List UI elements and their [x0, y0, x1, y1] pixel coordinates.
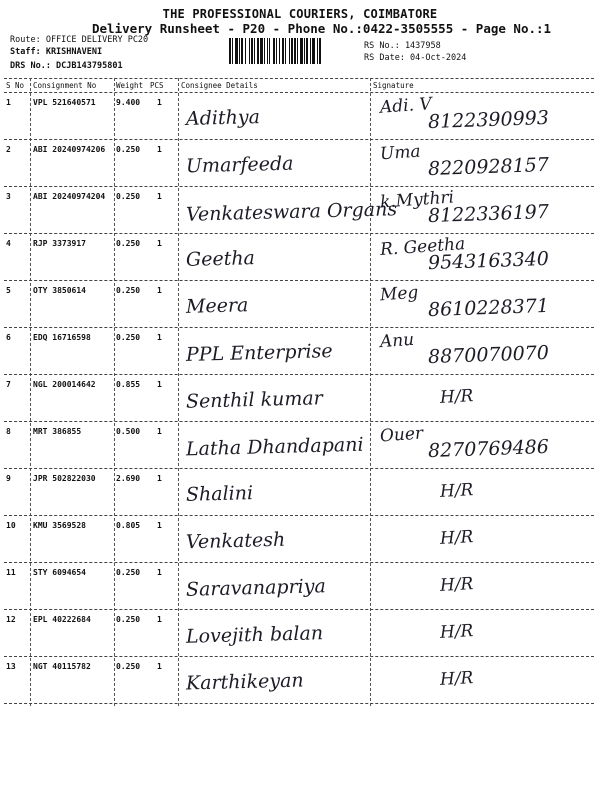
- col-header-signature: Signature: [373, 81, 414, 90]
- rs-date: RS Date: 04-Oct-2024: [364, 53, 467, 63]
- barcode-bar: [291, 38, 293, 64]
- consignment-number: MRT 386855: [33, 427, 82, 436]
- barcode-bar: [251, 38, 253, 64]
- row-divider: [4, 703, 594, 704]
- serial-number: 12: [6, 615, 16, 624]
- table-row: [0, 516, 600, 563]
- barcode-bar: [273, 38, 275, 64]
- consignee-handwriting: Latha Dhandapani: [185, 433, 364, 461]
- pieces-count: 1: [157, 474, 162, 483]
- consignment-number: RJP 3373917: [33, 239, 86, 248]
- consignment-number: ABI 20240974204: [33, 192, 106, 201]
- route-label: Route: OFFICE DELIVERY PC20: [10, 35, 149, 45]
- barcode-bar: [289, 38, 290, 64]
- consignment-number: EPL 40222684: [33, 615, 91, 624]
- consignee-handwriting: Umarfeeda: [185, 152, 294, 178]
- signature-handwriting: H/R: [439, 668, 474, 690]
- weight-value: 2.690: [116, 474, 141, 483]
- consignee-handwriting: Venkatesh: [185, 528, 286, 554]
- consignment-number: ABI 20240974206: [33, 145, 106, 154]
- pieces-count: 1: [157, 98, 162, 107]
- consignment-number: JPR 502822030: [33, 474, 96, 483]
- weight-value: 0.855: [116, 380, 141, 389]
- signature-handwriting: Adi. V: [379, 94, 433, 118]
- barcode-bar: [297, 38, 298, 64]
- signature-handwriting: H/R: [439, 480, 474, 502]
- signature-handwriting: H/R: [439, 386, 474, 408]
- serial-number: 7: [6, 380, 11, 389]
- weight-value: 0.250: [116, 662, 141, 671]
- consignee-handwriting: Saravanapriya: [185, 575, 327, 601]
- consignee-handwriting: Meera: [185, 294, 249, 318]
- barcode-bar: [264, 38, 265, 64]
- pieces-count: 1: [157, 662, 162, 671]
- barcode-bar: [260, 38, 263, 64]
- barcode-bar: [294, 38, 296, 64]
- serial-number: 2: [6, 145, 11, 154]
- consignment-number: VPL 521640571: [33, 98, 96, 107]
- signature-handwriting: H/R: [439, 621, 474, 643]
- consignment-number: STY 6094654: [33, 568, 86, 577]
- signature-handwriting: Meg: [379, 282, 420, 306]
- col-header-pcs: PCS: [150, 81, 164, 90]
- pieces-count: 1: [157, 521, 162, 530]
- signature-handwriting: R. Geetha: [379, 234, 466, 260]
- pieces-count: 1: [157, 286, 162, 295]
- serial-number: 5: [6, 286, 11, 295]
- col-header-sno: S No: [6, 81, 25, 90]
- rs-number: RS No.: 1437958: [364, 41, 441, 51]
- barcode-bar: [312, 38, 315, 64]
- barcode-bar: [254, 38, 255, 64]
- pieces-count: 1: [157, 380, 162, 389]
- serial-number: 1: [6, 98, 11, 107]
- serial-number: 6: [6, 333, 11, 342]
- consignee-handwriting: PPL Enterprise: [185, 340, 333, 366]
- consignment-number: KMU 3569528: [33, 521, 86, 530]
- phone-handwriting: 8122336197: [427, 200, 550, 228]
- serial-number: 3: [6, 192, 11, 201]
- signature-handwriting: H/R: [439, 574, 474, 596]
- serial-number: 4: [6, 239, 11, 248]
- barcode-bar: [232, 38, 233, 64]
- pieces-count: 1: [157, 568, 162, 577]
- weight-value: 0.805: [116, 521, 141, 530]
- barcode-image: [229, 38, 357, 64]
- consignee-handwriting: Karthikeyan: [185, 669, 304, 695]
- barcode-bar: [319, 38, 321, 64]
- col-header-consignee: Consignee Details: [181, 81, 258, 90]
- table-top-divider: [4, 78, 594, 79]
- phone-handwriting: 8220928157: [427, 153, 550, 181]
- pieces-count: 1: [157, 192, 162, 201]
- col-header-consignment: Consignment No: [33, 81, 97, 90]
- runsheet-title: Delivery Runsheet - P20 - Phone No.:0422-3505555 - Page No.:1: [92, 21, 552, 36]
- barcode-bar: [306, 38, 308, 64]
- barcode-bar: [285, 38, 286, 64]
- consignee-handwriting: Senthil kumar: [185, 387, 324, 413]
- serial-number: 9: [6, 474, 11, 483]
- barcode-bar: [276, 38, 277, 64]
- pieces-count: 1: [157, 333, 162, 342]
- signature-handwriting: Anu: [379, 329, 415, 353]
- weight-value: 0.250: [116, 333, 141, 342]
- consignee-handwriting: Lovejith balan: [185, 622, 324, 648]
- drs-number: DRS No.: DCJB143795801: [10, 61, 123, 71]
- phone-handwriting: 8870070070: [427, 341, 550, 369]
- consignee-handwriting: Shalini: [185, 482, 254, 506]
- weight-value: 0.250: [116, 568, 141, 577]
- signature-handwriting: k.Mythri: [379, 187, 455, 213]
- consignee-handwriting: Adithya: [185, 106, 261, 130]
- serial-number: 13: [6, 662, 16, 671]
- serial-number: 10: [6, 521, 16, 530]
- barcode-bar: [282, 38, 284, 64]
- consignment-number: NGT 40115782: [33, 662, 91, 671]
- barcode-bar: [304, 38, 305, 64]
- serial-number: 11: [6, 568, 16, 577]
- consignment-number: OTY 3850614: [33, 286, 86, 295]
- serial-number: 8: [6, 427, 11, 436]
- barcode-bar: [257, 38, 259, 64]
- weight-value: 0.500: [116, 427, 141, 436]
- phone-handwriting: 8122390993: [427, 106, 550, 134]
- barcode-bar: [239, 38, 240, 64]
- pieces-count: 1: [157, 615, 162, 624]
- barcode-bar: [300, 38, 303, 64]
- signature-handwriting: Uma: [379, 141, 422, 165]
- barcode-bar: [241, 38, 243, 64]
- consignee-handwriting: Venkateswara Organs: [185, 198, 398, 226]
- barcode-bar: [245, 38, 246, 64]
- barcode-bar: [317, 38, 318, 64]
- consignment-number: EDQ 16716598: [33, 333, 91, 342]
- pieces-count: 1: [157, 427, 162, 436]
- pieces-count: 1: [157, 145, 162, 154]
- phone-handwriting: 9543163340: [427, 247, 550, 275]
- consignment-number: NGL 200014642: [33, 380, 96, 389]
- col-header-weight: Weight: [116, 81, 144, 90]
- barcode-bar: [310, 38, 311, 64]
- barcode-bar: [267, 38, 268, 64]
- weight-value: 0.250: [116, 239, 141, 248]
- staff-label: Staff: KRISHNAVENI: [10, 47, 103, 57]
- weight-value: 0.250: [116, 192, 141, 201]
- company-name: THE PROFESSIONAL COURIERS, COIMBATORE: [162, 7, 438, 21]
- barcode-bar: [279, 38, 280, 64]
- weight-value: 0.250: [116, 286, 141, 295]
- barcode-bar: [249, 38, 250, 64]
- weight-value: 9.400: [116, 98, 141, 107]
- weight-value: 0.250: [116, 145, 141, 154]
- phone-handwriting: 8610228371: [427, 294, 550, 322]
- consignee-handwriting: Geetha: [185, 247, 256, 271]
- pieces-count: 1: [157, 239, 162, 248]
- weight-value: 0.250: [116, 615, 141, 624]
- signature-handwriting: Ouer: [379, 423, 424, 447]
- phone-handwriting: 8270769486: [427, 435, 550, 463]
- signature-handwriting: H/R: [439, 527, 474, 549]
- barcode-bar: [235, 38, 238, 64]
- barcode-bar: [229, 38, 231, 64]
- barcode-bar: [269, 38, 270, 64]
